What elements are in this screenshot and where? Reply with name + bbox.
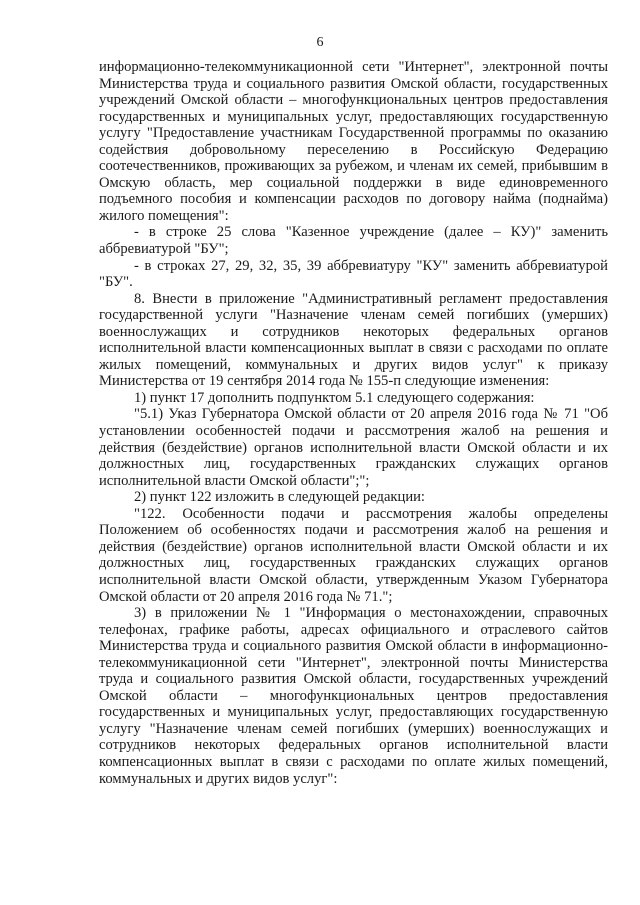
paragraph-continuation: информационно-телекоммуникационной сети "Интернет", электронной почты Министерства труда и социального развития Омской области, государственных учреждений Омской области – многофункциональных центров предоставления государственных и муниципальных услуг, предоставляющих государственную услугу "Предоставление участникам Государственной программы по оказанию содействия добровольному переселению в Российскую Федерацию соотечественников, проживающих за рубежом, и членам их семей, прибывшим в Омскую область, мер социальной поддержки в виде единовременного подъемного пособия и компенсации расходов по договору найма (поднайма) жилого помещения":: [99, 59, 608, 224]
paragraph-decree-quote: "5.1) Указ Губернатора Омской области от 20 апреля 2016 года № 71 "Об установлении особенностей подачи и рассмотрения жалоб на решения и действия (бездействие) органов исполнительной власти Омской области и их должностных лиц, государственных гражданских служащих органов исполнительной власти Омской области";";: [99, 406, 608, 489]
paragraph-subitem-1: 1) пункт 17 дополнить подпунктом 5.1 следующего содержания:: [134, 389, 535, 406]
paragraph-line-25-replacement: - в строке 25 слова "Казенное учреждение (далее – КУ)" заменить аббревиатурой "БУ";: [99, 224, 608, 258]
paragraph-lines-abbreviation-replacement: - в строках 27, 29, 32, 35, 39 аббревиатуру "КУ" заменить аббревиатурой "БУ".: [99, 257, 608, 291]
paragraph-subitem-2: 2) пункт 122 изложить в следующей редакции:: [134, 489, 425, 506]
paragraph-point-122-quote: "122. Особенности подачи и рассмотрения жалобы определены Положением об особенностях подачи и рассмотрения жалоб на решения и действия (бездействие) органов исполнительной власти Омской области и их должностных лиц, государственных гражданских служащих органов исполнительной власти Омской области, утвержденным Указом Губернатора Омской области от 20 апреля 2016 года № 71.";: [99, 505, 608, 605]
document-body: [99, 59, 608, 787]
paragraph-item-8: 8. Внести в приложение "Административный регламент предоставления государственной услуги "Назначение членам семей погибших (умерших) военнослужащих и сотрудников некоторых федеральных органов исполнительной власти компенсационных выплат в связи с расходами по оплате жилых помещений, коммунальных и других видов услуг" к приказу Министерства от 19 сентября 2014 года № 155-п следующие изменения:: [99, 290, 608, 390]
page-number: 6: [316, 35, 324, 50]
paragraph-subitem-3: 3) в приложении № 1 "Информация о местонахождении, справочных телефонах, графике работы, адресах официального и отраслевого сайтов Министерства труда и социального развития Омской области в информационно-телекоммуникационной сети "Интернет", электронной почты Министерства труда и социального развития Омской области, государственных учреждений Омской области – многофункциональных центров предоставления государственных и муниципальных услуг, предоставляющих государственную услугу "Назначение членам семей погибших (умерших) военнослужащих и сотрудников некоторых федеральных органов исполнительной власти компенсационных выплат в связи с расходами по оплате жилых помещений, коммунальных и других видов услуг":: [99, 605, 608, 787]
